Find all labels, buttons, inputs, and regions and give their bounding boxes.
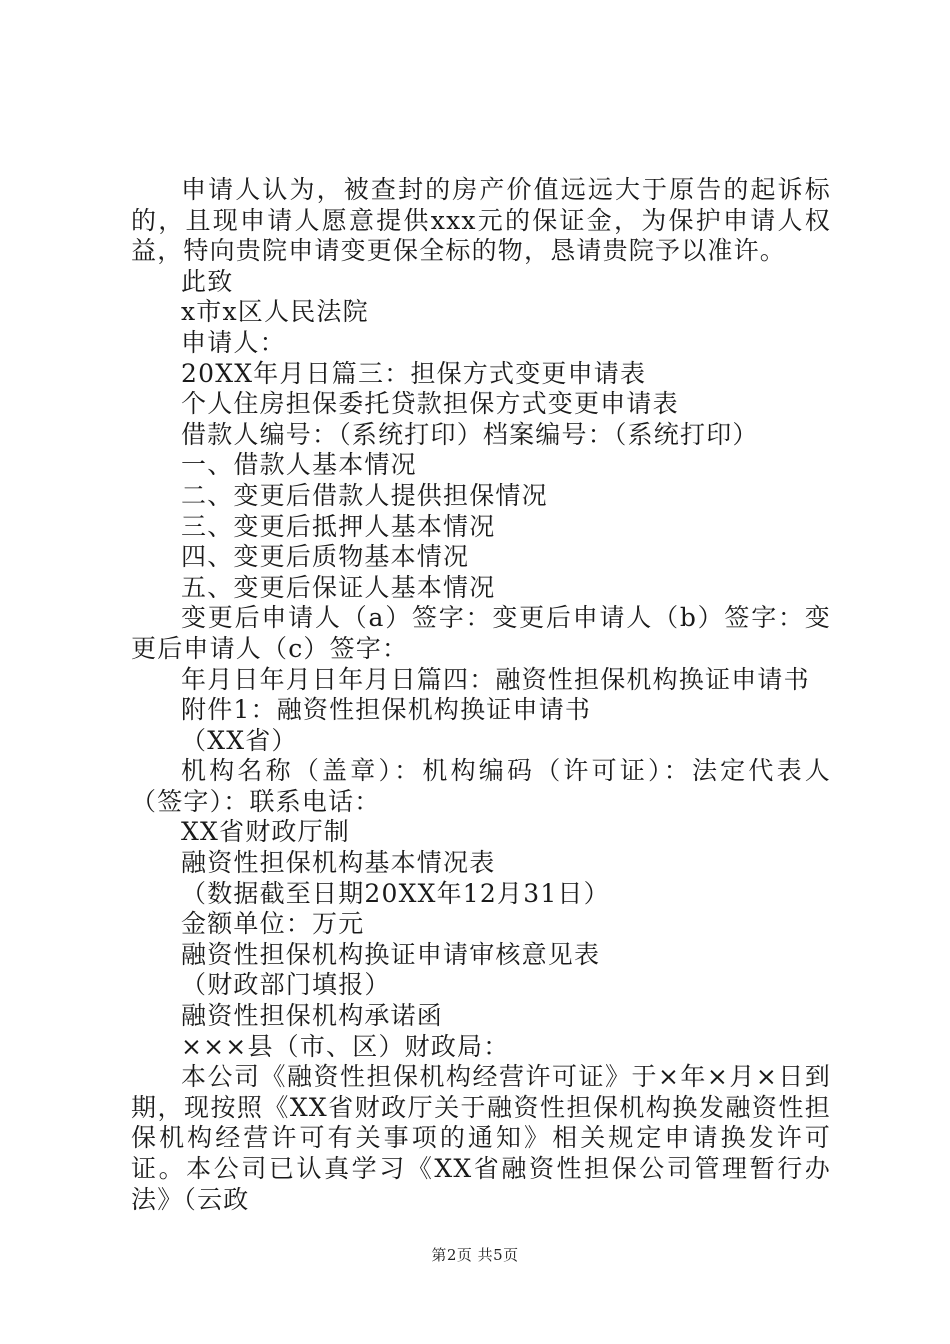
- page-footer: 第2页 共5页: [431, 1246, 519, 1264]
- paragraph-item-four: 四、变更后质物基本情况: [181, 542, 470, 572]
- paragraph-item-two: 二、变更后借款人提供担保情况: [181, 480, 548, 510]
- paragraph-section-three-heading: 20XX年月日篇三：担保方式变更申请表: [181, 358, 647, 388]
- paragraph-basic-info-table: 融资性担保机构基本情况表: [181, 848, 496, 878]
- paragraph-data-cutoff: （数据截至日期20XX年12月31日）: [181, 878, 610, 908]
- paragraph-applicant: 申请人：: [181, 327, 286, 357]
- paragraph-item-three: 三、变更后抵押人基本情况: [181, 511, 496, 541]
- paragraph-institution-fields: 机构名称（盖章）：机构编码（许可证）：法定代表人（签字）：联系电话：: [131, 756, 831, 816]
- paragraph-commitment-body: 本公司《融资性担保机构经营许可证》于×年×月×日到期，现按照《XX省财政厅关于融资性担保机构换发融资性担保机构经营许可有关事项的通知》相关规定申请换发许可证。本公司已认真学习《XX省融资性担保公司管理暂行办法》（云政: [131, 1062, 832, 1214]
- paragraph-court-name: x市x区人民法院: [181, 297, 369, 327]
- paragraph-addressee: ×××县（市、区）财政局：: [181, 1031, 510, 1061]
- document-body: [131, 175, 831, 1215]
- paragraph-commitment-letter: 融资性担保机构承诺函: [181, 1001, 444, 1031]
- paragraph-signatures: 变更后申请人（a）签字：变更后申请人（b）签字：变更后申请人（c）签字：: [131, 603, 831, 663]
- paragraph-item-five: 五、变更后保证人基本情况: [181, 572, 496, 602]
- paragraph-section-four-heading: 年月日年月日年月日篇四：融资性担保机构换证申请书: [181, 664, 810, 694]
- paragraph-application-reason: 申请人认为，被查封的房产价值远远大于原告的起诉标的，且现申请人愿意提供xxx元的保证金，为保护申请人权益，特向贵院申请变更保全标的物，恳请贵院予以准许。: [131, 175, 831, 266]
- paragraph-province: （XX省）: [181, 725, 298, 755]
- paragraph-amount-unit: 金额单位：万元: [181, 909, 365, 939]
- paragraph-attachment-title: 附件1：融资性担保机构换证申请书: [181, 695, 592, 725]
- paragraph-salutation: 此致: [181, 266, 234, 296]
- paragraph-borrower-number: 借款人编号：（系统打印）档案编号：（系统打印）: [181, 419, 759, 449]
- paragraph-item-one: 一、借款人基本情况: [181, 450, 417, 480]
- paragraph-form-title: 个人住房担保委托贷款担保方式变更申请表: [181, 389, 679, 419]
- paragraph-issuer: XX省财政厅制: [181, 817, 350, 847]
- paragraph-finance-dept: （财政部门填报）: [181, 970, 391, 1000]
- paragraph-review-table: 融资性担保机构换证申请审核意见表: [181, 939, 601, 969]
